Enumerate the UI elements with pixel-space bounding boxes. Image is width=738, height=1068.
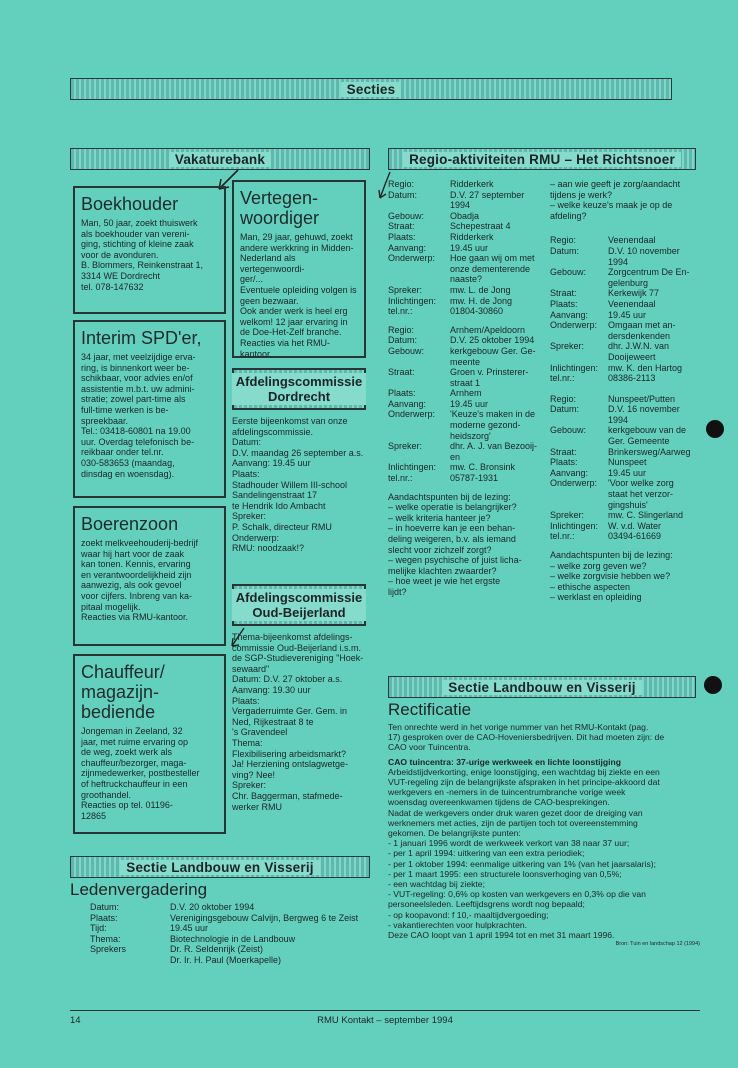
regio-veenendaal	[550, 235, 700, 383]
ledenvergadering	[70, 880, 380, 966]
regio-bar	[388, 148, 696, 170]
field-label: Spreker:	[550, 510, 585, 521]
field-label: Spreker:	[388, 284, 423, 295]
field-label: Plaats:	[388, 388, 416, 399]
field-label	[90, 955, 166, 966]
field-value: Verenigingsgebouw Calvijn, Bergweg 6 te Zeist	[170, 912, 359, 923]
ad-body: Jongeman in Zeeland, 32 jaar, met ruime ervaring op de weg, zoekt werk als chauffeur/bezorger, maga- zijnmedewerker, postbesteller of heftruckchauffeur in een groothandel. Reacties op tel. 01196- 12865	[81, 726, 200, 821]
field-label: Regio:	[550, 393, 577, 404]
field-label: Plaats:	[550, 457, 578, 468]
field-value: Nunspeet/Putten	[608, 393, 676, 404]
field-value: dhr. A. J. van Bezooij- en	[450, 441, 538, 462]
field-label: Straat:	[388, 367, 415, 378]
regio-nunspeet	[550, 394, 700, 542]
ledenvergadering-title: Ledenvergadering	[70, 880, 208, 899]
field-value: Arnhem/Apeldoorn	[450, 324, 526, 335]
field-value: Nunspeet	[608, 457, 647, 468]
rectificatie-article	[388, 700, 700, 947]
dordrecht-title: Afdelingscommissie Dordrecht	[232, 373, 366, 405]
ad-title: Chauffeur/ magazijn- bediende	[81, 662, 165, 722]
regio-left-column	[388, 179, 546, 598]
footer-rule	[70, 1010, 700, 1011]
landbouw-left-bar	[70, 856, 370, 878]
ledenvergadering-details	[70, 902, 380, 966]
field-value: Ridderkerk	[450, 231, 494, 242]
rectificatie-source: Bron: Tuin en landschap 12 (1994)	[615, 941, 700, 948]
field-label: Sprekers	[90, 944, 127, 955]
field-label: tel.nr.:	[388, 306, 413, 317]
field-value: kerkgebouw Ger. Ge- meente	[450, 345, 536, 367]
field-label: Gebouw:	[388, 345, 425, 356]
field-label: Plaats:	[388, 231, 416, 242]
landbouw-right-bar	[388, 676, 696, 698]
ad-body: Man, 29 jaar, gehuwd, zoekt andere werkkring in Midden- Nederland als vertegenwoordi- ger/... Eventuele opleiding volgen is geen bezwaar. Ook ander werk is heel erg welkom! 12 jaar ervaring in de Doe-Het-Zelf branche. Reacties via het RMU-kantoor.	[240, 232, 357, 359]
field-value: 03494-61669	[608, 531, 662, 542]
field-label: Aanvang:	[388, 398, 427, 409]
field-label: Regio:	[388, 179, 415, 189]
field-value: 19.45 uur	[170, 923, 209, 934]
field-value: Hoe gaan wij om met onze dementerende naaste?	[450, 253, 535, 285]
page-number: 14	[70, 1015, 81, 1026]
field-value: 19.45 uur	[450, 242, 489, 253]
punch-hole-icon	[704, 676, 722, 694]
field-label: Inlichtingen:	[550, 362, 599, 373]
regio-arnhem	[388, 325, 546, 484]
regio-right-points: Aandachtspunten bij de lezing: – welke zorg geven we? – welke zorgvisie hebben we? – ethische aspecten – werklast en opleiding	[550, 550, 673, 603]
landbouw-left-bar-title: Sectie Landbouw en Visserij	[120, 860, 319, 875]
oudbeijerland-body: Thema-bijeenkomst afdelings- commissie Oud-Beijerland i.s.m. de SGP-Studievereniging "Hoek- sewaard" Datum: D.V. 27 oktober a.s. Aanvang: 19.30 uur Plaats: Vergaderruimte Ger. Gem. in Ned, Rijkestraat 8 te 's Gravendeel Thema: Flexibilisering arbeidsmarkt? Ja! Herziening ontslagwetge- ving? Nee! Spreker: Chr. Baggerman, stafmede- werker RMU	[232, 632, 364, 812]
ad-title: Interim SPD'er,	[81, 328, 202, 348]
field-label: Onderwerp:	[550, 320, 598, 331]
field-value: Schepestraat 4	[450, 221, 511, 232]
section-header-title: Secties	[341, 82, 402, 97]
field-value: Veenendaal	[608, 298, 656, 309]
field-label: Datum:	[550, 245, 580, 256]
landbouw-right-bar-title: Sectie Landbouw en Visserij	[442, 680, 641, 695]
field-value: Kerkewijk 77	[608, 288, 660, 299]
field-value: Brinkersweg/Aarweg	[608, 446, 691, 457]
dordrecht-body: Eerste bijeenkomst van onze afdelingscommissie. Datum: D.V. maandag 26 september a.s. Aanvang: 19.45 uur Plaats: Stadhouder Willem III-school Sandelingenstraat 17 te Hendrik Ido Ambacht Spreker: P. Schalk, directeur RMU Onderwerp: RMU: noodzaak!?	[232, 416, 364, 554]
field-label: tel.nr.:	[550, 531, 575, 542]
rectificatie-intro: Ten onrechte werd in het vorige nummer van het RMU-Kontakt (pag. 17) gesproken over de CAO-Hoveniersbedrijven. Dit had moeten zijn: de CAO voor Tuincentra.	[388, 722, 665, 753]
field-label: tel.nr.:	[550, 373, 575, 384]
punch-hole-icon	[706, 420, 724, 438]
field-value: kerkgebouw van de Ger. Gemeente	[608, 425, 687, 447]
rectificatie-title: Rectificatie	[388, 700, 472, 719]
field-value: 05787-1931	[450, 473, 499, 484]
field-label: Straat:	[388, 221, 415, 232]
field-value: Dr. R. Seldenrijk (Zeist)	[170, 944, 264, 955]
field-label: Datum:	[388, 335, 418, 346]
field-value: dhr. J.W.N. van Dooijeweert	[608, 341, 670, 362]
regio-right-column	[550, 179, 700, 603]
field-value: Arnhem	[450, 388, 482, 399]
field-label: Straat:	[550, 446, 577, 457]
field-label: Plaats:	[550, 298, 578, 309]
ad-body: 34 jaar, met veelzijdige erva- ring, is binnenkort weer be- schikbaar, voor advies en/of assistentie m.b.t. uw admini- stratie; zowel part-time als full-time werken is be- spreekbaar. Tel.: 03418-60801 na 19.00 uur. Overdag telefonisch be- reikbaar onder tel.nr. 030-583653 (maandag, dinsdag en woensdag).	[81, 352, 196, 479]
ad-chauffeur	[73, 654, 226, 834]
field-label: Inlichtingen:	[388, 462, 437, 473]
field-label: Datum:	[90, 902, 120, 912]
ad-boekhouder	[73, 186, 226, 314]
field-label: Onderwerp:	[550, 478, 598, 489]
field-value: Biotechnologie in de Landbouw	[170, 933, 296, 944]
ad-interim	[73, 320, 226, 498]
field-label: tel.nr.:	[388, 473, 413, 484]
regio-left-points: Aandachtspunten bij de lezing: – welke operatie is belangrijker? – welk kriteria hanteer je? – in hoeverre kan je een behan- deling weigeren, b.v. als iemand slecht voor zichzelf zorgt? – wegen psychische of juist licha- melijke klachten zwaarder? – hoe weet je wie het ergste lijdt?	[388, 491, 522, 597]
field-label: Aanvang:	[550, 467, 589, 478]
field-value: 'Keuze's maken in de moderne gezond- heidszorg'	[450, 409, 535, 441]
field-value: D.V. 16 november 1994	[608, 404, 680, 425]
oudbeijerland-bar	[232, 584, 366, 626]
field-label: Tijd:	[90, 923, 107, 934]
field-value: D.V. 10 november 1994	[608, 245, 680, 267]
field-value: mw. L. de Jong	[450, 284, 511, 295]
ad-body: Man, 50 jaar, zoekt thuiswerk als boekhouder van vereni- ging, stichting of kleine zaak voor de avonduren. B. Blommers, Reinkenstraat 1, 3314 WE Dordrecht tel. 078-147632	[81, 218, 204, 292]
field-value: D.V. 27 september 1994	[450, 189, 525, 211]
field-label: Spreker:	[550, 341, 585, 352]
field-value: Ridderkerk	[450, 179, 494, 189]
dordrecht-bar	[232, 368, 366, 410]
regio-right-intro: – aan wie geeft je zorg/aandacht tijdens je werk? – welke keuze's maak je op de afdeling?	[550, 179, 681, 221]
ad-vertegenwoordiger	[232, 180, 366, 358]
field-value: W. v.d. Water	[608, 520, 662, 531]
section-header-bar	[70, 78, 672, 100]
ad-body: zoekt melkveehouderij-bedrijf waar hij hart voor de zaak kan tonen. Kennis, ervaring en verantwoordelijkheid zijn aanwezig, als ook gevoel voor cijfers. Inbreng van ka- pitaal mogelijk. Reacties via RMU-kantoor.	[81, 538, 199, 623]
field-label: Inlichtingen:	[550, 520, 599, 531]
field-value: Veenendaal	[608, 235, 656, 246]
footer-title: RMU Kontakt – september 1994	[317, 1015, 453, 1026]
rectificatie-subtitle: CAO tuincentra: 37-urige werkweek en lichte loonstijging	[388, 756, 622, 767]
field-value: 19.45 uur	[608, 309, 647, 320]
field-value: 08386-2113	[608, 373, 656, 384]
field-label: Inlichtingen:	[388, 295, 437, 306]
field-label: Gebouw:	[550, 267, 587, 278]
oudbeijerland-title: Afdelingscommissie Oud-Beijerland	[232, 589, 366, 621]
regio-ridderkerk	[388, 179, 546, 317]
field-label: Straat:	[550, 288, 577, 299]
field-value: Obadja	[450, 210, 480, 221]
vakaturebank-title: Vakaturebank	[169, 152, 271, 167]
field-label: Onderwerp:	[388, 409, 436, 420]
vakaturebank-bar	[70, 148, 370, 170]
field-label: Thema:	[90, 933, 121, 944]
regio-title: Regio-aktiviteiten RMU – Het Richtsnoer	[403, 152, 681, 167]
field-label: Gebouw:	[550, 425, 587, 436]
field-label: Datum:	[550, 404, 580, 415]
field-label: Aanvang:	[388, 242, 427, 253]
field-value: 19.45 uur	[608, 467, 647, 478]
field-label: Aanvang:	[550, 309, 589, 320]
ad-boerenzoon	[73, 506, 226, 646]
field-label: Gebouw:	[388, 210, 425, 221]
field-value: mw. C. Bronsink	[450, 462, 516, 473]
field-value: Dr. Ir. H. Paul (Moerkapelle)	[170, 954, 282, 965]
field-label: Plaats:	[90, 912, 118, 923]
field-value: Groen v. Prinsterer- straat 1	[450, 367, 529, 388]
field-value: Zorgcentrum De En- gelenburg	[608, 267, 690, 288]
field-value: Omgaan met an- dersdenkenden	[608, 320, 676, 341]
field-label: Regio:	[550, 235, 577, 246]
field-label: Onderwerp:	[388, 253, 436, 264]
ad-title: Vertegen- woordiger	[240, 188, 320, 228]
field-value: D.V. 20 oktober 1994	[170, 902, 255, 912]
field-value: mw. C. Slingerland	[608, 510, 684, 521]
rectificatie-body: Arbeidstijdverkorting, enige loonstijging, een wachtdag bij ziekte en een VUT-regeling zijn de belangrijkste afspraken in het principe-akkoord dat werkgevers en -nemers in de tuincentrumbranche vorige week woensdag overeenkwamen tijdens de CAO-besprekingen. Nadat de werkgevers onder druk waren gezet door de dreiging van werknemers met acties, zijn de partijen toch tot overeenstemming gekomen. De belangrijkste punten: - 1 januari 1996 wordt de werkweek verkort van 38 naar 37 uur; - per 1 april 1994: uitkering van een extra periodiek; - per 1 oktober 1994: eenmalige uitkering van 1% (van het jaarsalaris); - per 1 maart 1995: een structurele loonsverhoging van 0,5%; - een wachtdag bij ziekte; - VUT-regeling: 0,6% op kosten van werkgevers en 0,3% op die van personeelsleden. Leeftijdsgrens wordt nog bepaald; - op koopavond: f 10,- maaltijdvergoeding; - vakantierechten voor hulpkrachten. Deze CAO loopt van 1 april 1994 tot en met 31 maart 1996.	[388, 766, 660, 941]
field-label: Spreker:	[388, 441, 423, 452]
field-label: Regio:	[388, 324, 415, 335]
field-value: mw. H. de Jong	[450, 295, 513, 306]
field-value: 'Voor welke zorg staat het verzor- gingshuis'	[608, 478, 674, 510]
field-value: D.V. 25 oktober 1994	[450, 335, 535, 346]
field-value: 01804-30860	[450, 306, 504, 317]
field-value: mw. K. den Hartog	[608, 362, 683, 373]
field-value: 19.45 uur	[450, 398, 489, 409]
ad-title: Boekhouder	[81, 194, 179, 214]
field-label: Datum:	[388, 189, 418, 200]
ad-title: Boerenzoon	[81, 514, 179, 534]
